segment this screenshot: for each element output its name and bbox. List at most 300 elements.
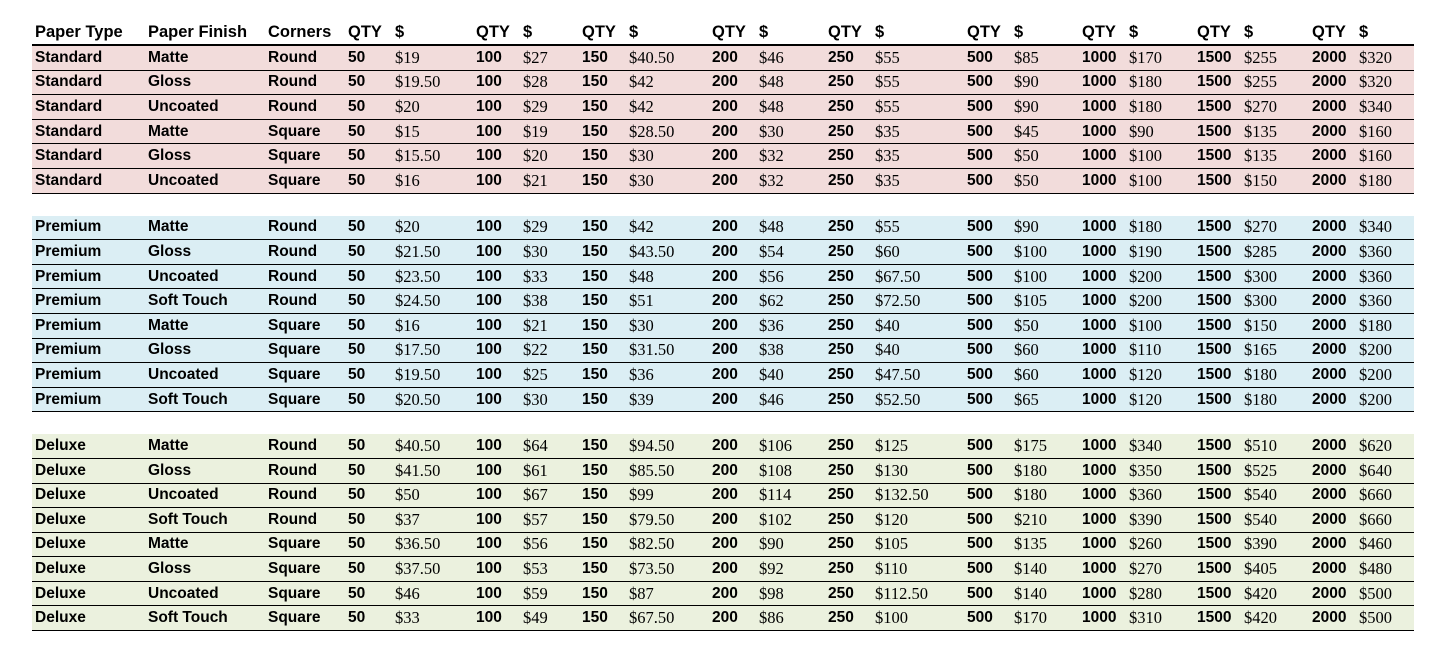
table-row [32, 363, 1414, 388]
table-cell: $114 [756, 483, 825, 508]
table-cell: 50 [345, 458, 392, 483]
table-cell: $620 [1356, 434, 1414, 458]
table-cell: 1500 [1194, 264, 1241, 289]
table-cell: $310 [1126, 606, 1194, 631]
table-cell: 100 [473, 168, 520, 193]
table-cell: $132.50 [872, 483, 964, 508]
table-cell: $56 [520, 532, 579, 557]
table-cell: 100 [473, 95, 520, 120]
table-cell: Matte [145, 434, 265, 458]
table-cell: Gloss [145, 557, 265, 582]
table-cell: 2000 [1309, 95, 1356, 120]
table-cell: $50 [1011, 313, 1079, 338]
table-cell: $16 [392, 313, 473, 338]
table-cell: 500 [964, 557, 1011, 582]
table-cell: 2000 [1309, 216, 1356, 240]
table-cell: 1500 [1194, 483, 1241, 508]
table-cell: $15 [392, 119, 473, 144]
table-cell: $30 [626, 168, 709, 193]
table-cell: $35 [872, 168, 964, 193]
table-cell: 100 [473, 144, 520, 169]
table-cell: 500 [964, 532, 1011, 557]
table-cell: Round [265, 289, 345, 314]
table-cell: Standard [32, 119, 145, 144]
table-cell: 150 [579, 338, 626, 363]
table-cell: $30 [626, 144, 709, 169]
table-cell: $67.50 [872, 264, 964, 289]
table-cell: Uncoated [145, 483, 265, 508]
table-cell: $28.50 [626, 119, 709, 144]
table-cell: 150 [579, 508, 626, 533]
table-cell: 150 [579, 119, 626, 144]
column-header: $ [1356, 20, 1414, 45]
table-cell: 150 [579, 606, 626, 631]
table-cell: $140 [1011, 557, 1079, 582]
table-row [32, 240, 1414, 265]
table-cell: $50 [392, 483, 473, 508]
table-cell: $135 [1241, 144, 1309, 169]
table-cell: $46 [392, 581, 473, 606]
table-cell: 50 [345, 240, 392, 265]
table-cell: Deluxe [32, 581, 145, 606]
table-cell: 200 [709, 581, 756, 606]
table-cell: $100 [872, 606, 964, 631]
table-row [32, 508, 1414, 533]
table-cell: $79.50 [626, 508, 709, 533]
table-cell: $160 [1356, 144, 1414, 169]
table-cell: $180 [1011, 483, 1079, 508]
table-cell: $106 [756, 434, 825, 458]
table-cell: $53 [520, 557, 579, 582]
table-cell: 500 [964, 95, 1011, 120]
table-cell: 50 [345, 144, 392, 169]
table-cell: 1000 [1079, 168, 1126, 193]
table-cell: $100 [1011, 264, 1079, 289]
table-cell: $90 [1126, 119, 1194, 144]
table-cell: 100 [473, 45, 520, 70]
table-cell: Premium [32, 313, 145, 338]
table-cell: $100 [1011, 240, 1079, 265]
column-header: QTY [964, 20, 1011, 45]
table-cell: $61 [520, 458, 579, 483]
table-cell: 200 [709, 606, 756, 631]
table-cell: $39 [626, 387, 709, 412]
table-cell: Square [265, 532, 345, 557]
table-cell: 200 [709, 144, 756, 169]
table-cell: $270 [1241, 95, 1309, 120]
table-cell: 1000 [1079, 216, 1126, 240]
table-cell: 250 [825, 70, 872, 95]
table-cell: 250 [825, 95, 872, 120]
table-row [32, 581, 1414, 606]
table-cell: Premium [32, 240, 145, 265]
table-cell: 1000 [1079, 338, 1126, 363]
table-cell: 1500 [1194, 581, 1241, 606]
table-cell: $55 [872, 95, 964, 120]
table-cell: 100 [473, 508, 520, 533]
table-cell: Standard [32, 144, 145, 169]
table-cell: 50 [345, 119, 392, 144]
table-cell: 500 [964, 144, 1011, 169]
table-cell: 100 [473, 483, 520, 508]
table-cell: $37 [392, 508, 473, 533]
table-cell: $50 [1011, 168, 1079, 193]
table-cell: 1500 [1194, 508, 1241, 533]
table-cell: 250 [825, 363, 872, 388]
table-row [32, 313, 1414, 338]
table-cell: 1500 [1194, 45, 1241, 70]
table-cell: $32 [756, 144, 825, 169]
table-cell: $38 [520, 289, 579, 314]
table-cell: Round [265, 458, 345, 483]
table-cell: Gloss [145, 240, 265, 265]
table-cell: 100 [473, 532, 520, 557]
table-row [32, 557, 1414, 582]
table-row [32, 70, 1414, 95]
table-row [32, 458, 1414, 483]
table-cell: $33 [520, 264, 579, 289]
table-cell: 50 [345, 95, 392, 120]
table-cell: 500 [964, 363, 1011, 388]
table-cell: 1000 [1079, 264, 1126, 289]
table-cell: $280 [1126, 581, 1194, 606]
table-cell: 50 [345, 434, 392, 458]
table-cell: $660 [1356, 483, 1414, 508]
table-cell: $340 [1356, 216, 1414, 240]
column-header: $ [1011, 20, 1079, 45]
table-cell: $180 [1356, 168, 1414, 193]
table-cell: 2000 [1309, 240, 1356, 265]
table-cell: $59 [520, 581, 579, 606]
table-cell: $135 [1241, 119, 1309, 144]
column-header: Paper Type [32, 20, 145, 45]
table-cell: $57 [520, 508, 579, 533]
table-cell: 150 [579, 240, 626, 265]
table-cell: $100 [1126, 313, 1194, 338]
table-cell: 250 [825, 240, 872, 265]
table-row [32, 144, 1414, 169]
table-cell: $85 [1011, 45, 1079, 70]
table-cell: 500 [964, 289, 1011, 314]
table-row [32, 387, 1414, 412]
table-cell: Premium [32, 387, 145, 412]
table-cell: Round [265, 508, 345, 533]
table-cell: 2000 [1309, 119, 1356, 144]
table-cell: $43.50 [626, 240, 709, 265]
table-cell: 250 [825, 387, 872, 412]
table-cell: $190 [1126, 240, 1194, 265]
table-cell: $660 [1356, 508, 1414, 533]
table-cell: 250 [825, 606, 872, 631]
table-cell: $360 [1356, 240, 1414, 265]
table-cell: $180 [1126, 70, 1194, 95]
table-cell: 500 [964, 508, 1011, 533]
table-cell: $460 [1356, 532, 1414, 557]
table-cell: 50 [345, 581, 392, 606]
table-body [32, 45, 1414, 631]
table-cell: 2000 [1309, 363, 1356, 388]
table-cell: $36.50 [392, 532, 473, 557]
table-cell: $60 [872, 240, 964, 265]
table-cell: 50 [345, 557, 392, 582]
table-cell: $100 [1126, 168, 1194, 193]
table-cell: 150 [579, 70, 626, 95]
table-cell: Standard [32, 95, 145, 120]
table-cell: 1000 [1079, 70, 1126, 95]
table-cell: 200 [709, 45, 756, 70]
table-cell: $36 [756, 313, 825, 338]
table-cell: Premium [32, 289, 145, 314]
table-cell: 200 [709, 70, 756, 95]
column-header: $ [756, 20, 825, 45]
table-cell: 150 [579, 363, 626, 388]
table-cell: 150 [579, 216, 626, 240]
table-cell: $320 [1356, 45, 1414, 70]
table-cell: 50 [345, 363, 392, 388]
table-cell: $102 [756, 508, 825, 533]
table-cell: $29 [520, 216, 579, 240]
table-cell: 1500 [1194, 606, 1241, 631]
table-cell: 50 [345, 70, 392, 95]
table-cell: Uncoated [145, 363, 265, 388]
table-cell: $48 [756, 70, 825, 95]
table-cell: 2000 [1309, 557, 1356, 582]
table-cell: $165 [1241, 338, 1309, 363]
table-cell: 1500 [1194, 144, 1241, 169]
table-cell: $100 [1126, 144, 1194, 169]
table-cell: Soft Touch [145, 606, 265, 631]
table-cell: $170 [1011, 606, 1079, 631]
table-cell: 50 [345, 45, 392, 70]
table-cell: Standard [32, 70, 145, 95]
table-cell: $120 [1126, 387, 1194, 412]
table-cell: 1500 [1194, 363, 1241, 388]
table-cell: 1500 [1194, 434, 1241, 458]
price-table [32, 20, 1414, 631]
table-cell: Square [265, 387, 345, 412]
table-cell: $19.50 [392, 70, 473, 95]
table-row [32, 338, 1414, 363]
table-cell: $32 [756, 168, 825, 193]
table-cell: $64 [520, 434, 579, 458]
table-cell: $27 [520, 45, 579, 70]
table-cell: $35 [872, 119, 964, 144]
table-cell: 2000 [1309, 458, 1356, 483]
table-cell: 2000 [1309, 70, 1356, 95]
table-cell: Square [265, 338, 345, 363]
table-cell: Square [265, 363, 345, 388]
table-cell: 50 [345, 483, 392, 508]
table-cell: $180 [1126, 95, 1194, 120]
table-cell: 150 [579, 532, 626, 557]
table-cell: $260 [1126, 532, 1194, 557]
table-cell: 1000 [1079, 119, 1126, 144]
table-cell: Deluxe [32, 606, 145, 631]
table-cell: $340 [1356, 95, 1414, 120]
column-header: $ [626, 20, 709, 45]
table-cell: $180 [1126, 216, 1194, 240]
table-cell: 250 [825, 313, 872, 338]
table-cell: $90 [756, 532, 825, 557]
table-cell: $56 [756, 264, 825, 289]
price-sheet [32, 20, 1410, 631]
table-cell: Round [265, 216, 345, 240]
table-cell: Uncoated [145, 95, 265, 120]
table-cell: 250 [825, 581, 872, 606]
table-cell: $73.50 [626, 557, 709, 582]
table-cell: 100 [473, 458, 520, 483]
table-cell: 250 [825, 144, 872, 169]
table-cell: $86 [756, 606, 825, 631]
table-cell: 1000 [1079, 363, 1126, 388]
table-cell: 500 [964, 606, 1011, 631]
table-cell: 100 [473, 434, 520, 458]
table-cell: Matte [145, 119, 265, 144]
table-cell: 1000 [1079, 483, 1126, 508]
table-cell: $180 [1241, 363, 1309, 388]
table-cell: $200 [1356, 387, 1414, 412]
table-cell: $67 [520, 483, 579, 508]
column-header: $ [872, 20, 964, 45]
table-cell: Square [265, 606, 345, 631]
table-cell: 50 [345, 508, 392, 533]
table-cell: 1500 [1194, 70, 1241, 95]
table-cell: $46 [756, 387, 825, 412]
table-cell: Gloss [145, 338, 265, 363]
table-cell: 200 [709, 434, 756, 458]
table-cell: $31.50 [626, 338, 709, 363]
table-cell: 2000 [1309, 264, 1356, 289]
table-cell: 200 [709, 240, 756, 265]
table-cell: 200 [709, 216, 756, 240]
table-cell: $28 [520, 70, 579, 95]
table-cell: $360 [1126, 483, 1194, 508]
table-cell: 500 [964, 168, 1011, 193]
table-cell: $48 [756, 95, 825, 120]
table-cell: Deluxe [32, 458, 145, 483]
table-row [32, 95, 1414, 120]
table-cell: 1500 [1194, 119, 1241, 144]
table-cell: 150 [579, 483, 626, 508]
table-cell: Uncoated [145, 168, 265, 193]
table-cell: Square [265, 581, 345, 606]
table-cell: $540 [1241, 508, 1309, 533]
table-cell: $90 [1011, 216, 1079, 240]
table-cell: 2000 [1309, 289, 1356, 314]
table-cell: $87 [626, 581, 709, 606]
table-row [32, 483, 1414, 508]
table-cell: 100 [473, 289, 520, 314]
table-cell: 50 [345, 313, 392, 338]
table-cell: $19 [392, 45, 473, 70]
table-cell: 2000 [1309, 387, 1356, 412]
table-cell: Square [265, 168, 345, 193]
table-cell: $62 [756, 289, 825, 314]
table-cell: 200 [709, 458, 756, 483]
table-cell: $200 [1126, 264, 1194, 289]
table-row [32, 264, 1414, 289]
table-cell: 150 [579, 581, 626, 606]
table-cell: 100 [473, 387, 520, 412]
table-cell: 200 [709, 338, 756, 363]
table-cell: Soft Touch [145, 387, 265, 412]
table-cell: $51 [626, 289, 709, 314]
table-cell: 150 [579, 264, 626, 289]
table-cell: Soft Touch [145, 289, 265, 314]
table-cell: 100 [473, 313, 520, 338]
table-cell: 250 [825, 338, 872, 363]
table-cell: $52.50 [872, 387, 964, 412]
table-cell: Premium [32, 363, 145, 388]
table-cell: $46 [756, 45, 825, 70]
table-cell: 100 [473, 363, 520, 388]
table-cell: $110 [1126, 338, 1194, 363]
table-cell: $67.50 [626, 606, 709, 631]
table-cell: $170 [1126, 45, 1194, 70]
table-cell: $360 [1356, 289, 1414, 314]
table-cell: 250 [825, 119, 872, 144]
table-cell: $54 [756, 240, 825, 265]
table-cell: 500 [964, 581, 1011, 606]
table-cell: 1000 [1079, 313, 1126, 338]
table-cell: 1000 [1079, 240, 1126, 265]
table-cell: 200 [709, 289, 756, 314]
table-cell: Square [265, 313, 345, 338]
table-cell: Round [265, 434, 345, 458]
table-cell: $20 [392, 216, 473, 240]
table-cell: Premium [32, 216, 145, 240]
table-cell: $35 [872, 144, 964, 169]
table-cell: Soft Touch [145, 508, 265, 533]
table-cell: $30 [520, 240, 579, 265]
table-cell: $17.50 [392, 338, 473, 363]
table-cell: 50 [345, 338, 392, 363]
table-cell: $37.50 [392, 557, 473, 582]
column-header: Paper Finish [145, 20, 265, 45]
table-cell: 2000 [1309, 532, 1356, 557]
table-cell: $500 [1356, 581, 1414, 606]
table-cell: $420 [1241, 606, 1309, 631]
table-cell: $180 [1356, 313, 1414, 338]
table-cell: 1000 [1079, 532, 1126, 557]
table-cell: $255 [1241, 45, 1309, 70]
column-header: QTY [825, 20, 872, 45]
table-cell: $200 [1356, 363, 1414, 388]
table-cell: $390 [1241, 532, 1309, 557]
table-cell: 1500 [1194, 240, 1241, 265]
table-cell: 150 [579, 313, 626, 338]
table-cell: $360 [1356, 264, 1414, 289]
table-cell: $500 [1356, 606, 1414, 631]
table-cell: $180 [1241, 387, 1309, 412]
table-cell: $25 [520, 363, 579, 388]
table-cell: $30 [626, 313, 709, 338]
table-cell: Standard [32, 168, 145, 193]
table-cell: $150 [1241, 168, 1309, 193]
table-cell: $20 [520, 144, 579, 169]
table-cell: 200 [709, 387, 756, 412]
table-cell: $19.50 [392, 363, 473, 388]
table-cell: 50 [345, 387, 392, 412]
table-cell: $420 [1241, 581, 1309, 606]
table-cell: Gloss [145, 70, 265, 95]
table-cell: 100 [473, 557, 520, 582]
table-cell: 500 [964, 119, 1011, 144]
table-cell: $23.50 [392, 264, 473, 289]
table-cell: 500 [964, 338, 1011, 363]
table-cell: Round [265, 483, 345, 508]
table-cell: $270 [1241, 216, 1309, 240]
